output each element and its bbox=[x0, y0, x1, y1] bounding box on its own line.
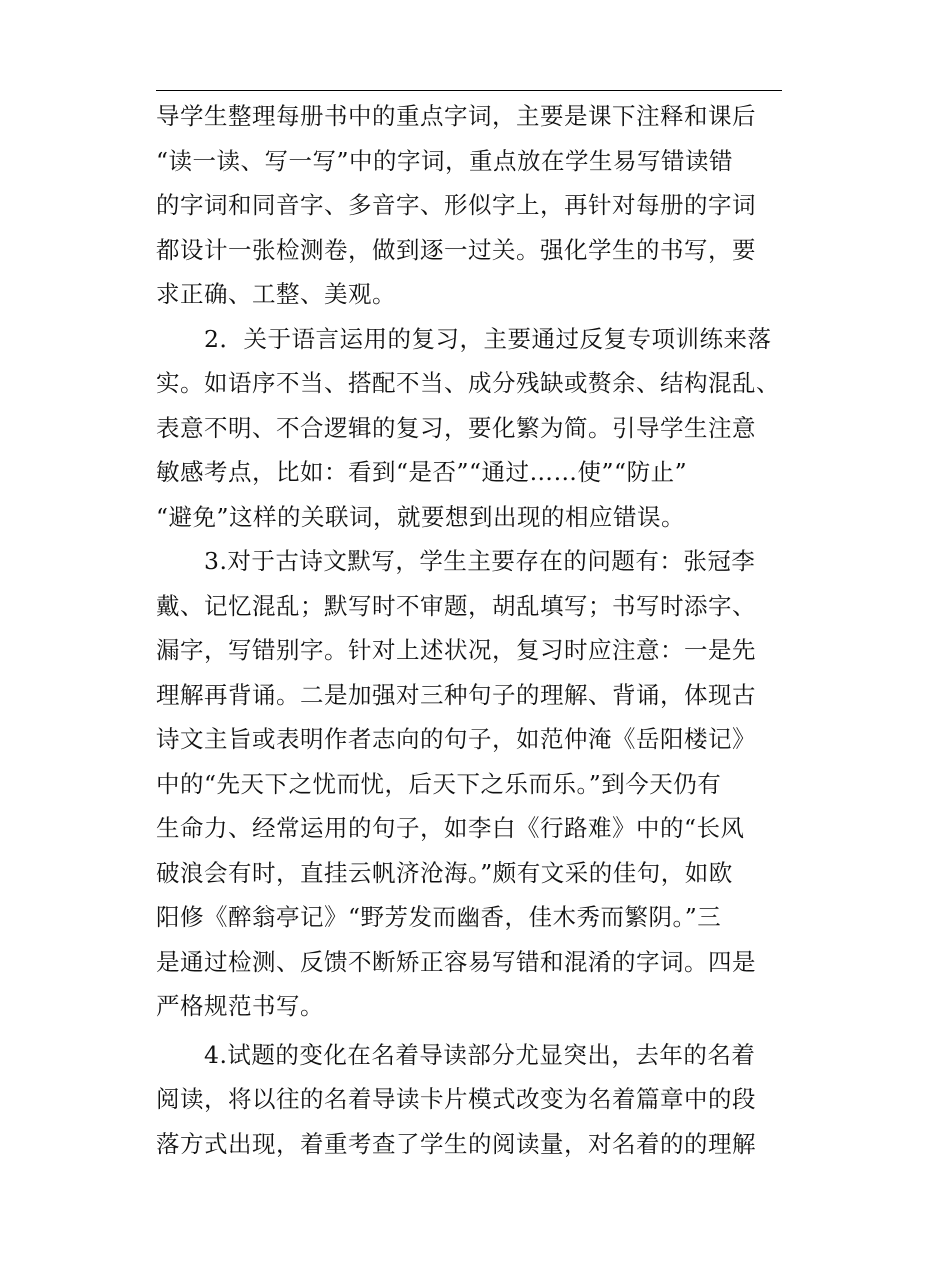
text-line: 严格规范书写。 bbox=[156, 992, 324, 1020]
text-line: “读一读、写一写”中的字词，重点放在学生易写错读错 bbox=[156, 146, 734, 175]
paragraph-4 bbox=[156, 1033, 786, 1167]
text-line: 导学生整理每册书中的重点字词，主要是课下注释和课后 bbox=[156, 102, 756, 130]
text-line: 是通过检测、反馈不断矫正容易写错和混淆的字词。四是 bbox=[156, 947, 756, 976]
text-line: 破浪会有时，直挂云帆济沧海。”颇有文采的佳句，如欧 bbox=[156, 858, 733, 887]
text-line: 戴、记忆混乱；默写时不审题，胡乱填写；书写时添字、 bbox=[156, 591, 756, 620]
text-line: 的字词和同音字、多音字、形似字上，再针对每册的字词 bbox=[156, 191, 756, 219]
text-line: 阳修《醉翁亭记》“野芳发而幽香，佳木秀而繁阴。”三 bbox=[156, 903, 722, 931]
text-line: 都设计一张检测卷，做到逐一过关。强化学生的书写，要 bbox=[156, 235, 756, 264]
text-line: 4.试题的变化在名着导读部分尤显突出，去年的名着 bbox=[204, 1040, 756, 1069]
text-line: “避免”这样的关联词，就要想到出现的相应错误。 bbox=[156, 502, 686, 531]
text-line: 理解再背诵。二是加强对三种句子的理解、背诵，体现古 bbox=[156, 680, 756, 709]
paragraph-2 bbox=[156, 317, 786, 540]
text-line: 求正确、工整、美观。 bbox=[156, 280, 396, 308]
text-line: 生命力、经常运用的句子，如李白《行路难》中的“长风 bbox=[156, 814, 745, 842]
text-line: 3.对于古诗文默写，学生主要存在的问题有：张冠李 bbox=[204, 547, 756, 575]
text-line: 2．关于语言运用的复习，主要通过反复专项训练来落 bbox=[204, 324, 772, 353]
paragraph-3 bbox=[156, 539, 786, 1029]
text-line: 实。如语序不当、搭配不当、成分残缺或赘余、结构混乱、 bbox=[156, 369, 780, 397]
header-rule bbox=[156, 90, 782, 91]
text-line: 阅读，将以往的名着导读卡片模式改变为名着篇章中的段 bbox=[156, 1085, 756, 1113]
paragraph-1 bbox=[156, 94, 786, 317]
text-line: 中的“先天下之忧而忧，后天下之乐而乐。”到今天仍有 bbox=[156, 769, 722, 798]
document-body bbox=[156, 94, 786, 1166]
text-line: 诗文主旨或表明作者志向的句子，如范仲淹《岳阳楼记》 bbox=[156, 725, 756, 753]
text-line: 表意不明、不合逻辑的复习，要化繁为简。引导学生注意 bbox=[156, 413, 756, 442]
text-line: 敏感考点，比如：看到“是否”“通过……使”“防止” bbox=[156, 458, 688, 486]
text-line: 落方式出现，着重考查了学生的阅读量，对名着的的理解 bbox=[156, 1129, 756, 1158]
text-line: 漏字，写错别字。针对上述状况，复习时应注意：一是先 bbox=[156, 636, 756, 664]
